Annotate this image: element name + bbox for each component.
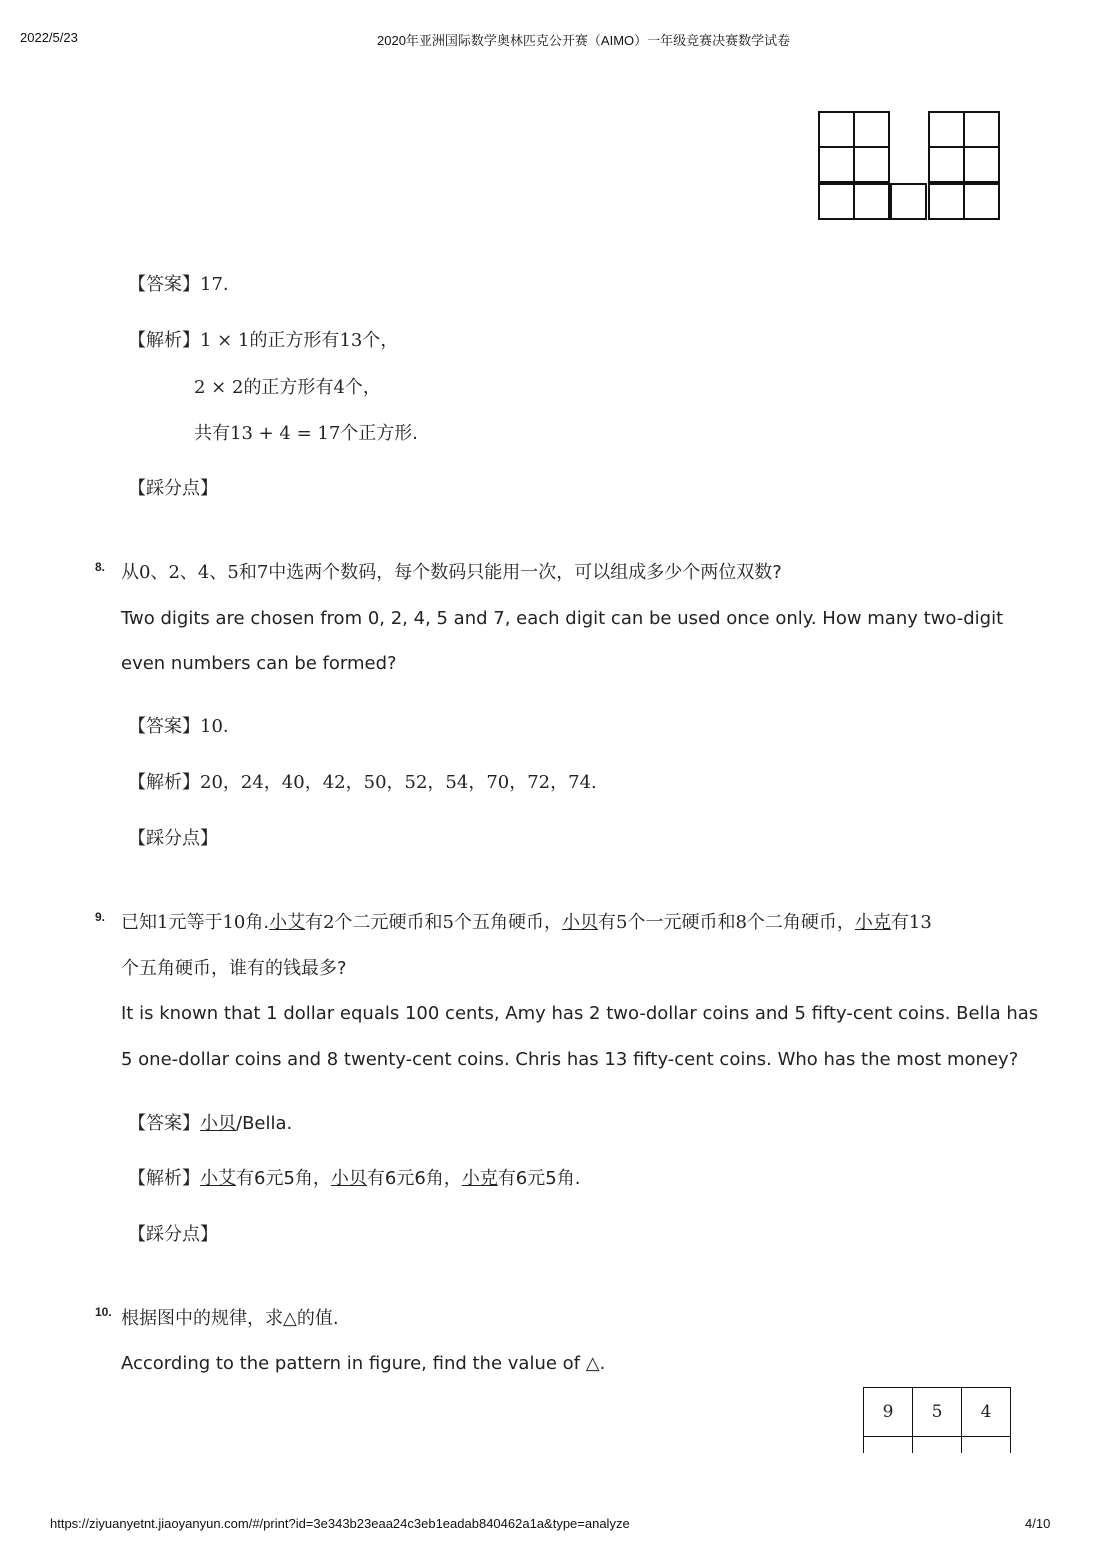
grid-cell [890, 183, 927, 220]
pattern-cell [912, 1436, 962, 1453]
page-number: 4/10 [1025, 1516, 1051, 1531]
grid-cell [818, 183, 855, 220]
grid-cell [928, 111, 965, 148]
grid-cell [853, 183, 890, 220]
q9-question-en-line1: It is known that 1 dollar equals 100 cents, Amy has 2 two-dollar coins and 5 fifty-cent coins. Bella has [121, 1003, 1039, 1024]
q7-analysis-line3: 共有13 + 4 = 17个正方形. [194, 423, 419, 444]
q9-question-zh-line2: 个五角硬币，谁有的钱最多? [121, 958, 347, 979]
q8-answer: 【答案】10. [128, 716, 229, 737]
pattern-cell: 5 [912, 1387, 962, 1437]
pattern-cell: 4 [961, 1387, 1011, 1437]
grid-cell [853, 111, 890, 148]
q8-question-en-line1: Two digits are chosen from 0, 2, 4, 5 and 7, each digit can be used once only. How many two-digit [121, 608, 1004, 629]
q8-question-zh: 从0、2、4、5和7中选两个数码，每个数码只能用一次，可以组成多少个两位双数? [121, 562, 782, 583]
q10-question-en: According to the pattern in figure, find the value of △. [121, 1353, 606, 1374]
print-date: 2022/5/23 [20, 30, 78, 45]
q9-question-zh-line1: 已知1元等于10角.小艾有2个二元硬币和5个五角硬币，小贝有5个一元硬币和8个二角硬币，小克有13 [121, 912, 932, 933]
q8-scoring-points: 【踩分点】 [128, 828, 218, 849]
q10-question-zh: 根据图中的规律，求△的值. [121, 1308, 339, 1329]
q9-scoring-points: 【踩分点】 [128, 1224, 218, 1245]
question-number: 9. [95, 910, 106, 924]
q7-analysis-line2: 2 × 2的正方形有4个， [194, 377, 381, 398]
q7-analysis: 【解析】1 × 1的正方形有13个， [128, 330, 399, 351]
grid-cell [853, 146, 890, 183]
pattern-cell [863, 1436, 913, 1453]
question-number: 8. [95, 560, 106, 574]
q8-analysis: 【解析】20，24，40，42，50，52，54，70，72，74. [128, 772, 597, 793]
grid-cell [928, 146, 965, 183]
pattern-table [863, 1387, 1011, 1453]
grid-cell [963, 146, 1000, 183]
q8-question-en-line2: even numbers can be formed? [121, 653, 397, 674]
q7-scoring-points: 【踩分点】 [128, 478, 218, 499]
grid-cell [963, 183, 1000, 220]
q7-answer: 【答案】17. [128, 274, 229, 295]
pattern-cell [961, 1436, 1011, 1453]
grid-cell [818, 111, 855, 148]
page-url: https://ziyuanyetnt.jiaoyanyun.com/#/print?id=3e343b23eaa24c3eb1eadab840462a1a&type=analyze [50, 1516, 630, 1531]
q9-question-en-line2: 5 one-dollar coins and 8 twenty-cent coins. Chris has 13 fifty-cent coins. Who has the most money? [121, 1049, 1019, 1070]
grid-cell [818, 146, 855, 183]
question-number: 10. [95, 1305, 112, 1319]
q9-analysis: 【解析】小艾有6元5角，小贝有6元6角，小克有6元5角. [128, 1168, 581, 1189]
q9-answer: 【答案】小贝/Bella. [128, 1113, 293, 1134]
grid-cell [928, 183, 965, 220]
document-title: 2020年亚洲国际数学奥林匹克公开赛（AIMO）一年级竞赛决赛数学试卷 [377, 33, 791, 48]
pattern-cell: 9 [863, 1387, 913, 1437]
grid-cell [963, 111, 1000, 148]
